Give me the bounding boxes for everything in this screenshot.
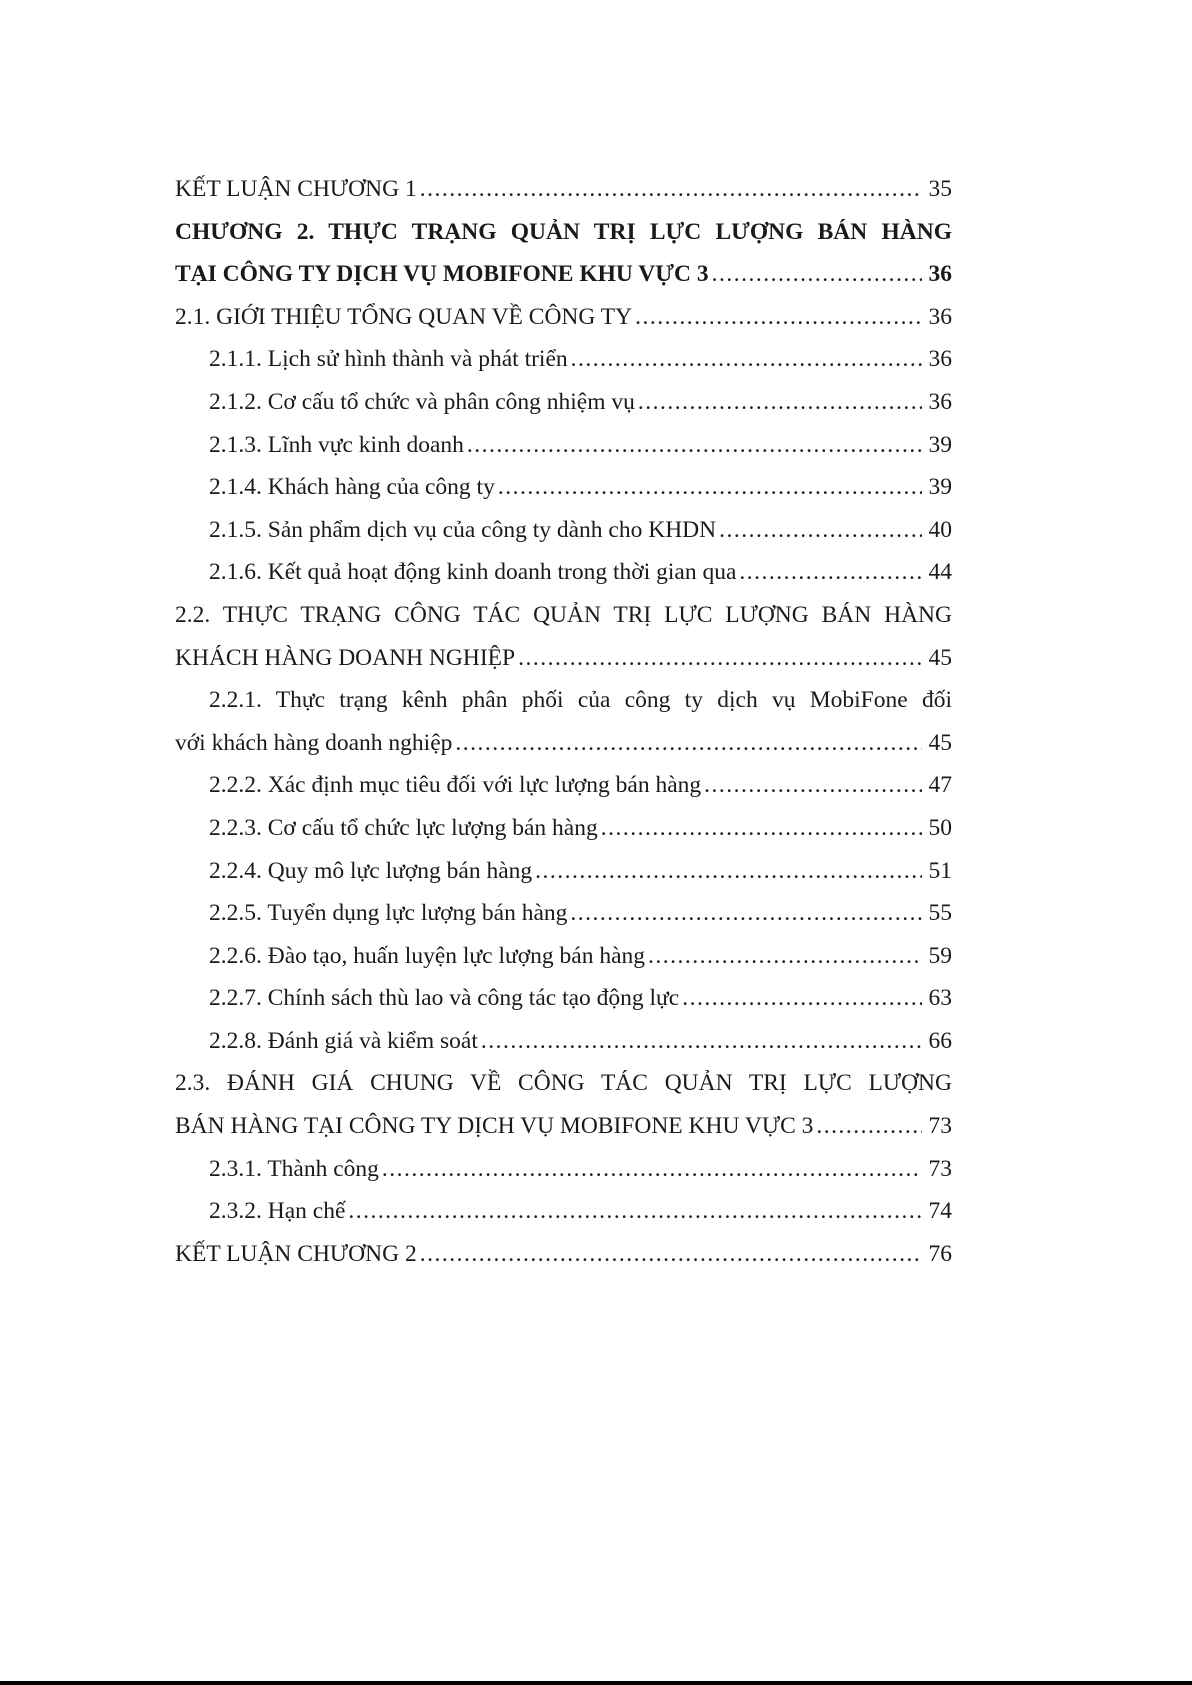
toc-entry-2-1-1[interactable] [175,338,952,381]
toc-entry-2-2-4[interactable] [175,850,952,893]
toc-page-number: 39 [928,431,952,458]
toc-page-number: 45 [928,644,952,671]
toc-page-number: 55 [928,900,952,927]
toc-entry-2-2-6[interactable] [175,935,952,978]
toc-entry-label: 2.2.6. Đào tạo, huấn luyện lực lượng bán hàng [209,942,646,969]
toc-entry-label: 2.1.4. Khách hàng của công ty [209,474,495,501]
toc-entry-label: 2.1.5. Sản phẩm dịch vụ của công ty dành cho KHDN [209,516,717,543]
toc-page-number: 40 [928,516,952,543]
toc-entry-label: 2.1.3. Lĩnh vực kinh doanh [209,431,464,458]
dot-leader [382,1148,922,1191]
toc-page-number: 76 [928,1240,952,1267]
toc-page-number: 63 [928,985,952,1012]
toc-heading-2-2-1-line1[interactable]: 2.2.1. Thực trạng kênh phân phối của công ty dịch vụ MobiFone đối [209,687,952,714]
toc-heading-2-3-line1[interactable]: 2.3. ĐÁNH GIÁ CHUNG VỀ CÔNG TÁC QUẢN TRỊ LỰC LƯỢNG [175,1070,952,1097]
toc-entry-label: BÁN HÀNG TẠI CÔNG TY DỊCH VỤ MOBIFONE KHU VỰC 3 [175,1113,814,1140]
dot-leader [648,935,922,978]
dot-leader [481,1020,922,1063]
toc-entry-label: KẾT LUẬN CHƯƠNG 2 [175,1240,417,1267]
toc-entry-2-2-1[interactable] [175,722,952,765]
dot-leader [420,1233,922,1276]
toc-page-number: 36 [928,303,952,330]
dot-leader [712,253,922,296]
toc-heading-chapter-2-line1[interactable]: CHƯƠNG 2. THỰC TRẠNG QUẢN TRỊ LỰC LƯỢNG BÁN HÀNG [175,218,952,245]
toc-entry-2-2-2[interactable] [175,764,952,807]
toc-entry-label: 2.2.8. Đánh giá và kiểm soát [209,1027,478,1054]
toc-entry-2-2-7[interactable] [175,977,952,1020]
dot-leader [455,722,922,765]
dot-leader [601,807,922,850]
toc-page-number: 51 [928,857,952,884]
dot-leader [739,551,922,594]
dot-leader [571,338,922,381]
toc-entry-2-3-2[interactable] [175,1190,952,1233]
toc-page-number: 66 [928,1027,952,1054]
toc-page-number: 45 [928,729,952,756]
dot-leader [467,424,922,467]
toc-entry-2-2-8[interactable] [175,1020,952,1063]
dot-leader [704,764,922,807]
toc-entry-2-1-3[interactable] [175,424,952,467]
page-bottom-border [0,1681,1192,1685]
toc-page-number: 74 [928,1198,952,1225]
toc-entry-label: 2.2.3. Cơ cấu tổ chức lực lượng bán hàng [209,814,598,841]
toc-entry-2-3[interactable] [175,1105,952,1148]
dot-leader [518,637,922,680]
toc-entry-label: 2.3.2. Hạn chế [209,1198,346,1225]
dot-leader [638,381,922,424]
toc-entry-label: 2.2.5. Tuyển dụng lực lượng bán hàng [209,900,568,927]
toc-entry-2-3-1[interactable] [175,1148,952,1191]
toc-entry-conclusion-chapter-1[interactable] [175,168,952,211]
toc-page-number: 36 [928,388,952,415]
toc-page-number: 73 [928,1113,952,1140]
toc-entry-chapter-2[interactable] [175,253,952,296]
toc-page-number: 36 [928,261,952,288]
toc-page-number: 39 [928,474,952,501]
toc-entry-2-1-6[interactable] [175,551,952,594]
dot-leader [570,892,922,935]
toc-entry-label: TẠI CÔNG TY DỊCH VỤ MOBIFONE KHU VỰC 3 [175,261,709,288]
toc-page-number: 73 [928,1155,952,1182]
toc-entry-label: 2.1.1. Lịch sử hình thành và phát triển [209,346,568,373]
toc-entry-2-1-5[interactable] [175,509,952,552]
toc-entry-label: 2.2.4. Quy mô lực lượng bán hàng [209,857,533,884]
toc-entry-2-1-4[interactable] [175,466,952,509]
toc-page-number: 50 [928,814,952,841]
toc-entry-label: 2.1.2. Cơ cấu tổ chức và phân công nhiệm vụ [209,388,635,415]
toc-entry-label: 2.2.2. Xác định mục tiêu đối với lực lượng bán hàng [209,772,702,799]
toc-entry-label: KẾT LUẬN CHƯƠNG 1 [175,176,417,202]
toc-page-number: 44 [928,559,952,586]
dot-leader [719,509,922,552]
dot-leader [420,168,922,211]
toc-page-number: 36 [928,346,952,373]
toc-entry-label: 2.2.7. Chính sách thù lao và công tác tạo động lực [209,985,680,1012]
dot-leader [635,296,922,339]
dot-leader [816,1105,922,1148]
toc-entry-label: 2.1.6. Kết quả hoạt động kinh doanh trong thời gian qua [209,559,737,586]
dot-leader [348,1190,922,1233]
toc-entry-label: KHÁCH HÀNG DOANH NGHIỆP [175,644,516,671]
dot-leader [498,466,922,509]
dot-leader [682,977,922,1020]
table-of-contents [175,168,952,1275]
toc-page-number: 35 [928,176,952,202]
toc-entry-label: 2.1. GIỚI THIỆU TỔNG QUAN VỀ CÔNG TY [175,303,633,330]
toc-entry-2-2-3[interactable] [175,807,952,850]
toc-entry-2-1[interactable] [175,296,952,339]
toc-page-number: 59 [928,942,952,969]
toc-page-number: 47 [928,772,952,799]
toc-entry-2-2-5[interactable] [175,892,952,935]
toc-entry-conclusion-chapter-2[interactable] [175,1233,952,1276]
toc-entry-2-2[interactable] [175,637,952,680]
toc-entry-label: 2.3.1. Thành công [209,1155,379,1182]
toc-heading-2-2-line1[interactable]: 2.2. THỰC TRẠNG CÔNG TÁC QUẢN TRỊ LỰC LƯỢNG BÁN HÀNG [175,601,952,628]
toc-entry-label: với khách hàng doanh nghiệp [175,729,453,756]
toc-entry-2-1-2[interactable] [175,381,952,424]
dot-leader [535,850,922,893]
